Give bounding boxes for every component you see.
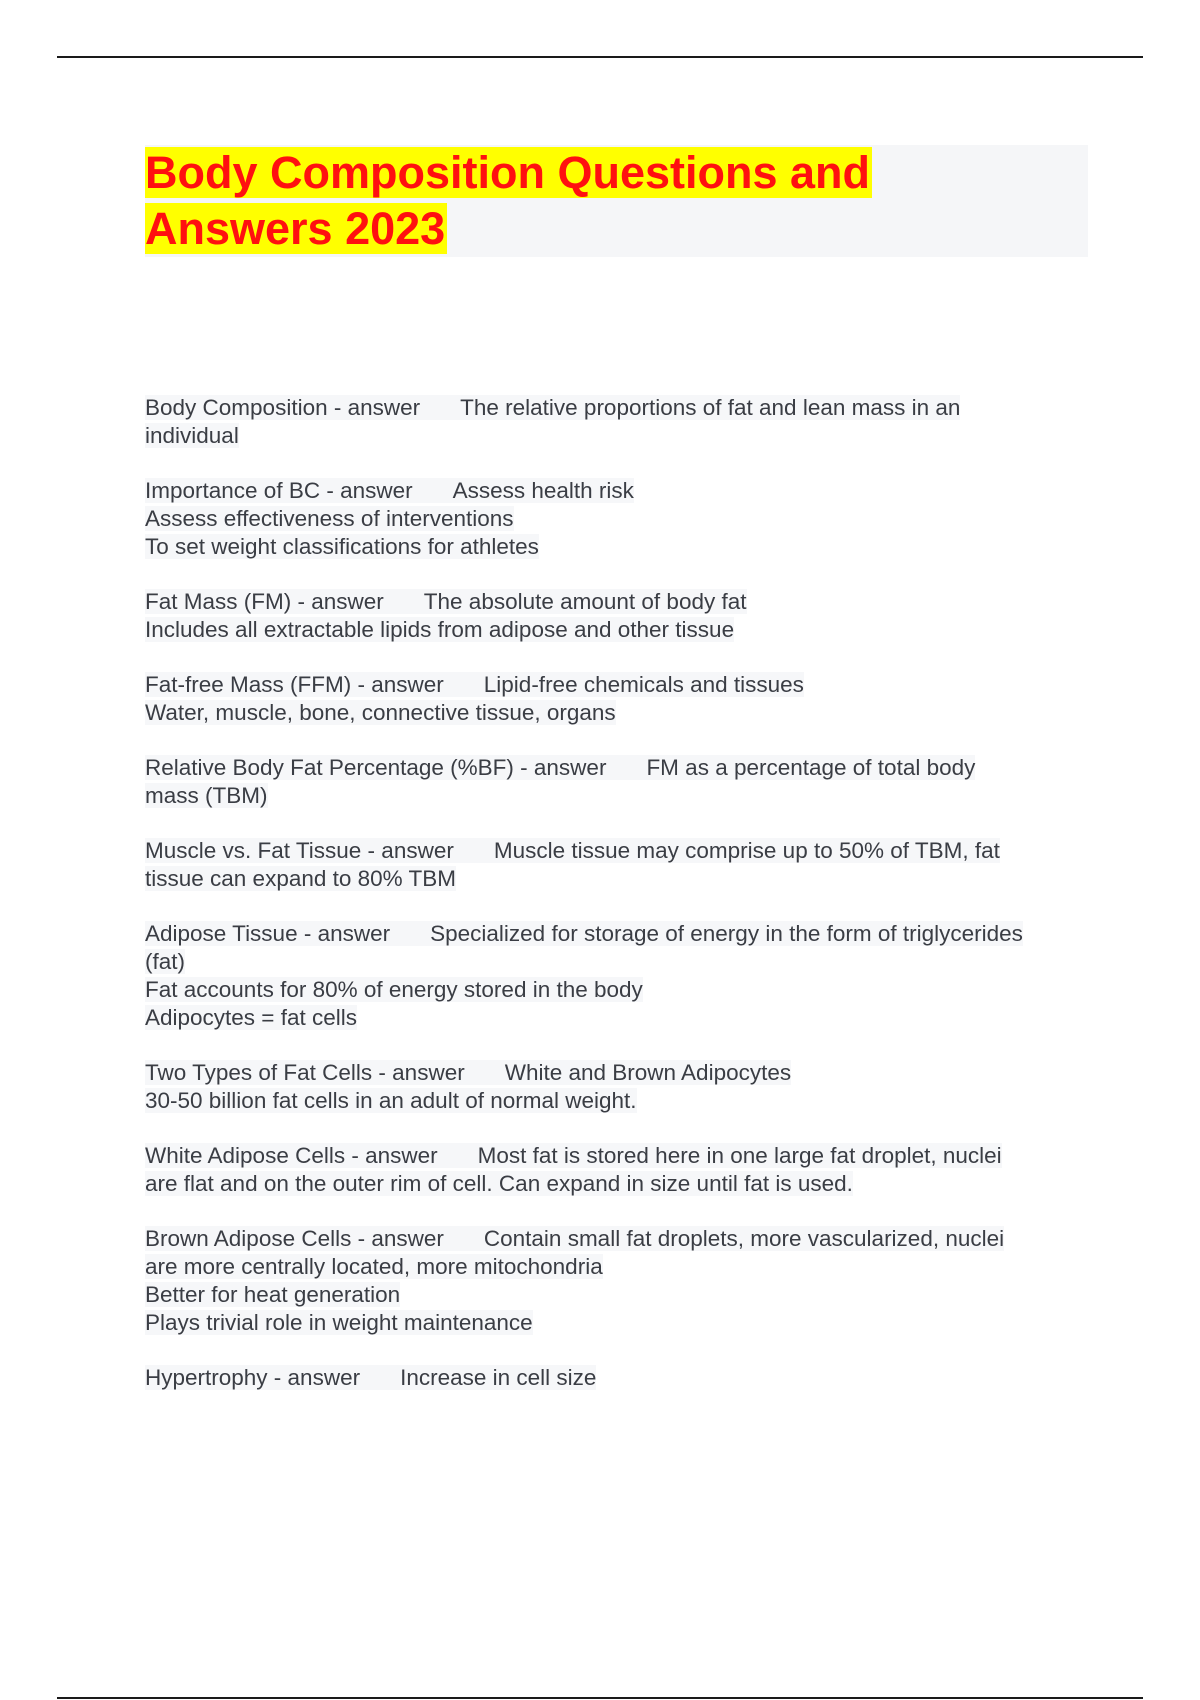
qa-continuation-line [145, 1004, 1095, 1032]
qa-item [145, 1225, 1095, 1337]
qa-shaded-text [145, 1060, 791, 1085]
qa-continuation-line [145, 533, 1095, 561]
qa-shaded-text [145, 755, 975, 780]
qa-shaded-text [145, 395, 960, 420]
qa-first-line [145, 837, 1095, 865]
qa-first-line [145, 671, 1095, 699]
qa-answer: The relative proportions of fat and lean mass in an [460, 395, 961, 420]
qa-continuation-text: Assess effectiveness of interventions [145, 506, 514, 531]
qa-continuation-line [145, 1309, 1095, 1337]
qa-list [145, 394, 1095, 1419]
qa-first-line [145, 920, 1095, 948]
qa-answer: Contain small fat droplets, more vascularized, nuclei [483, 1226, 1005, 1251]
title-line-2: Answers 2023 [145, 203, 446, 254]
qa-first-line [145, 1059, 1095, 1087]
qa-continuation-text: Includes all extractable lipids from adipose and other tissue [145, 617, 735, 642]
qa-continuation-line [145, 865, 1095, 893]
qa-continuation-text: Fat accounts for 80% of energy stored in the body [145, 977, 643, 1002]
qa-shaded-text [145, 589, 747, 614]
qa-item [145, 477, 1095, 561]
qa-continuation-line [145, 782, 1095, 810]
qa-continuation-line [145, 948, 1095, 976]
qa-continuation-text: Plays trivial role in weight maintenance [145, 1310, 533, 1335]
qa-term: Fat Mass (FM) - answer [145, 589, 384, 614]
qa-item [145, 754, 1095, 810]
qa-term: Relative Body Fat Percentage (%BF) - answer [145, 755, 607, 780]
title-block [145, 145, 1088, 257]
title-line-1: Body Composition Questions and [145, 147, 871, 198]
qa-item [145, 1142, 1095, 1198]
qa-first-line [145, 1364, 1095, 1392]
qa-continuation-text: tissue can expand to 80% TBM [145, 866, 457, 891]
qa-continuation-text: are flat and on the outer rim of cell. Can expand in size until fat is used. [145, 1171, 853, 1196]
qa-answer: Lipid-free chemicals and tissues [483, 672, 804, 697]
qa-shaded-text [145, 1143, 1002, 1168]
qa-term: Body Composition - answer [145, 395, 421, 420]
qa-first-line [145, 1142, 1095, 1170]
qa-continuation-text: are more centrally located, more mitochondria [145, 1254, 603, 1279]
qa-continuation-line [145, 422, 1095, 450]
qa-term: White Adipose Cells - answer [145, 1143, 438, 1168]
qa-term: Two Types of Fat Cells - answer [145, 1060, 465, 1085]
qa-answer: Increase in cell size [400, 1365, 597, 1390]
qa-continuation-line [145, 505, 1095, 533]
qa-continuation-line [145, 616, 1095, 644]
qa-first-line [145, 754, 1095, 782]
document-title [145, 145, 1088, 257]
qa-continuation-text: (fat) [145, 949, 186, 974]
bottom-rule [57, 1697, 1143, 1699]
qa-continuation-text: individual [145, 423, 239, 448]
top-rule [57, 56, 1143, 58]
qa-answer: Most fat is stored here in one large fat droplet, nuclei [477, 1143, 1002, 1168]
qa-continuation-text: Better for heat generation [145, 1282, 401, 1307]
qa-shaded-text [145, 672, 804, 697]
qa-continuation-line [145, 976, 1095, 1004]
qa-shaded-text [145, 478, 634, 503]
qa-first-line [145, 1225, 1095, 1253]
qa-continuation-line [145, 1253, 1095, 1281]
qa-continuation-line [145, 699, 1095, 727]
qa-item [145, 1059, 1095, 1115]
qa-continuation-text: Water, muscle, bone, connective tissue, organs [145, 700, 616, 725]
qa-term: Hypertrophy - answer [145, 1365, 361, 1390]
qa-continuation-text: To set weight classifications for athletes [145, 534, 539, 559]
qa-answer: The absolute amount of body fat [423, 589, 747, 614]
qa-term: Adipose Tissue - answer [145, 921, 391, 946]
qa-continuation-text: Adipocytes = fat cells [145, 1005, 357, 1030]
qa-shaded-text [145, 838, 1000, 863]
qa-shaded-text [145, 921, 1023, 946]
qa-term: Importance of BC - answer [145, 478, 413, 503]
qa-continuation-line [145, 1087, 1095, 1115]
qa-answer: FM as a percentage of total body [646, 755, 976, 780]
qa-term: Fat-free Mass (FFM) - answer [145, 672, 444, 697]
qa-item [145, 394, 1095, 450]
qa-continuation-line [145, 1170, 1095, 1198]
qa-first-line [145, 477, 1095, 505]
qa-item [145, 837, 1095, 893]
qa-shaded-text [145, 1365, 596, 1390]
qa-item [145, 920, 1095, 1032]
qa-shaded-text [145, 1226, 1004, 1251]
qa-continuation-text: mass (TBM) [145, 783, 268, 808]
qa-continuation-line [145, 1281, 1095, 1309]
qa-answer: Specialized for storage of energy in the form of triglycerides [430, 921, 1023, 946]
qa-continuation-text: 30-50 billion fat cells in an adult of normal weight. [145, 1088, 637, 1113]
qa-first-line [145, 588, 1095, 616]
qa-item [145, 671, 1095, 727]
qa-item [145, 1364, 1095, 1392]
qa-answer: White and Brown Adipocytes [504, 1060, 792, 1085]
qa-answer: Assess health risk [452, 478, 634, 503]
qa-first-line [145, 394, 1095, 422]
qa-item [145, 588, 1095, 644]
qa-answer: Muscle tissue may comprise up to 50% of TBM, fat [493, 838, 1000, 863]
qa-term: Brown Adipose Cells - answer [145, 1226, 444, 1251]
qa-term: Muscle vs. Fat Tissue - answer [145, 838, 454, 863]
